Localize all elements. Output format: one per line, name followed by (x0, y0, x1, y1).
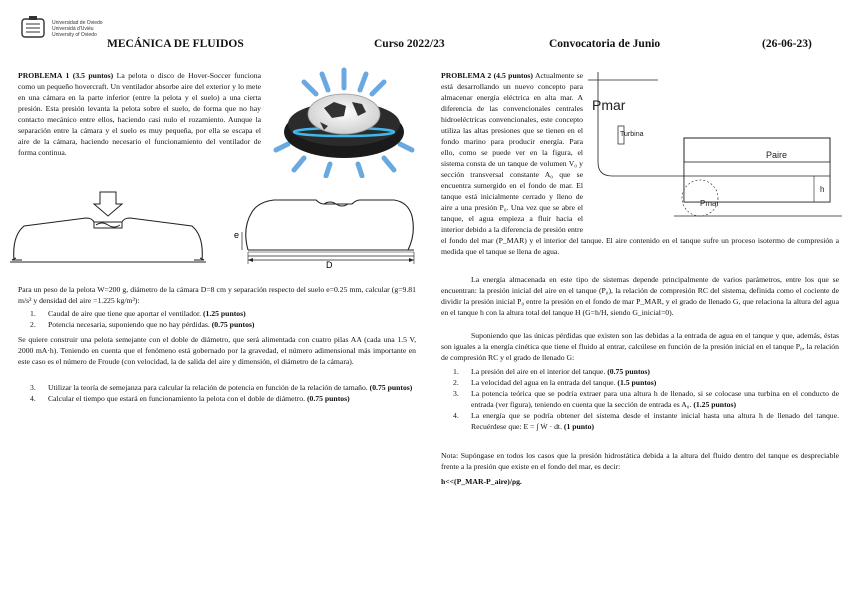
exam-date: (26-06-23) (762, 38, 812, 50)
problem2-title: PROBLEMA 2 (441, 71, 492, 80)
problem2-energy: La energía almacenada en este tipo de sistemas depende principalmente de varios parámetros, entre los que se encuentran: la presión inicial del aire en el tanque (P₀), la relación de compresión RC del sistema, definida como el cociente de dividir la presión inicial P₀ entre la presión en el fondo de mar P_MAR, y el grado de llenado G, que relaciona la altura del agua en el tanque h con la altura total del tanque H (G=h/H, siendo G_inicial=0). (441, 275, 839, 317)
problem2-condition: h<<(P_MAR-P_aire)/ρg. (441, 477, 522, 486)
ball-fan-diagram (8, 188, 208, 270)
problem1-data: Para un peso de la pelota W=200 g, diámetro de la cámara D=8 cm y separación respecto del suelo e=0.25 mm, calcular (g=9.81 m/s² y densidad del aire =1.225 kg/m³): (18, 285, 416, 305)
problem1-question-4: 4. Calcular el tiempo que estará en funcionamiento la pelota con el doble de diámetro. (0.75 puntos) (30, 394, 350, 403)
underwater-tank-figure (588, 66, 842, 222)
gap-label: e (234, 230, 240, 240)
problem2-assumption: Suponiendo que las únicas pérdidas que existen son las debidas a la entrada de agua en el tanque y que, además, éstas son iguales a la energía cinética que tiene el fluido al entrar, calcúlese en función de la presión inicial en el tanque P₀, la relación de compresión RC y el grado de llenado G: (441, 331, 839, 362)
problem1-title: PROBLEMA 1 (18, 71, 70, 80)
problem1-scaling: Se quiere construir una pelota semejante con el doble de diámetro, que será alimentada con cuatro pilas AA (cada una 1.5 V, 2000 mA·h). Teniendo en cuenta que el fenómeno está gobernado por la gravedad, el número adimensional más importante en este caso es el número de Froude (con velocidad, la de salida del aire y dimensión, el diámetro de la cámara). (18, 335, 416, 366)
problem1-intro-text: La pelota o disco de Hover-Soccer funciona como un pequeño hovercraft. Un ventilador absorbe aire del exterior y lo mete en una cámara en la parte inferior (entre la pelota y el suelo) a una cierta presión. Esta presión levanta la pelota sobre el suelo, de forma que no hay contacto mecánico entre ellos, haciendo casi nulo el rozamiento. Aunque la separación entre la cámara y el suelo es muy pequeña, por ella se escapa el aire de la cámara, haciendo necesario el funcionamiento del ventilador de forma continua. (18, 71, 262, 157)
university-logo (18, 16, 48, 42)
university-crest-icon (18, 16, 48, 42)
dimensions-diagram (228, 188, 418, 272)
subject-title: MECÁNICA DE FLUIDOS (107, 38, 244, 50)
problem1-question-2: 2. Potencia necesaria, suponiendo que no hay pérdidas. (0.75 puntos) (30, 320, 255, 329)
session-label: Convocatoria de Junio (549, 38, 661, 50)
problem1-points: (3.5 puntos) (72, 71, 114, 80)
pmar-bottom-label: Pmar (700, 199, 720, 208)
pmar-top-label: Pmar (592, 97, 626, 113)
problem2-question-4: 4. La energía que se podría obtener del sistema desde el instante inicial hasta una altura h de llenado del tanque. Recuérdese que: E = ∫ Ẇ · dt. (1 punto) (453, 411, 839, 431)
problem2-question-2: 2. La velocidad del agua en la entrada del tanque. (1.5 puntos) (453, 378, 657, 387)
problem1-questions-b (18, 382, 416, 404)
university-name: Universidad de Oviedo Universidá d'Uviéu University of Oviedo (52, 20, 103, 38)
problem2-note: Nota: Supóngase en todos los casos que la presión hidrostática debida a la altura del fluido dentro del tanque es despreciable frente a la presión que existe en el fondo del mar, es decir: (441, 451, 839, 471)
turbine-label: Turbina (620, 131, 644, 138)
problem1-questions-a (18, 308, 416, 330)
water-height-label: h (820, 185, 825, 194)
course-label: Curso 2022/23 (374, 38, 445, 50)
problem1-question-3: 3. Utilizar la teoría de semejanza para calcular la relación de potencia en función de la relación de tamaño. (0.75 puntos) (30, 383, 413, 392)
problem1-question-1: 1. Caudal de aire que tiene que aportar el ventilador. (1.25 puntos) (30, 309, 246, 318)
air-pressure-label: Paire (766, 150, 788, 160)
problem2-points: (4.5 puntos) (493, 71, 533, 80)
problem2-question-1: 1. La presión del aire en el interior del tanque. (0.75 puntos) (453, 367, 650, 376)
diameter-label: D (326, 260, 333, 270)
problem2-question-3: 3. La potencia teórica que se podría extraer para una altura h de llenado, si se colocase una turbina en el conducto de entrada (ver figura), teniendo en cuenta que la sección de entrada es A₀. (1.25 puntos) (453, 389, 839, 409)
problem2-intro-text: Actualmente se está desarrollando un nuevo concepto para almacenar energía eléctrica en alta mar. A diferencia de las convencionales centrales hidroeléctricas convencionales, este concepto utiliza las altas presiones que se tienen en el fondo marino para producir energía. Para ello, como se puede ver en la figura, el sistema consta de un tanque de volumen V₀ y sección transversal constante A₀ que se encuentra sumergido en el fondo de mar. El tanque está inicialmente cerrado y lleno de aire a una presión P₀. Una vez que se abre el tanque, el agua empieza a fluir hacia el interior debido a la diferencia de presión entre el fondo del mar (P_MAR) y el interior del tanque. El aire contenido en el tanque sufre un proceso isotermo de compresión a medida que el tanque se llena de agua. (441, 71, 839, 256)
problem2-questions (441, 366, 839, 432)
problem1-intro (18, 70, 261, 158)
hover-soccer-image (270, 66, 418, 178)
